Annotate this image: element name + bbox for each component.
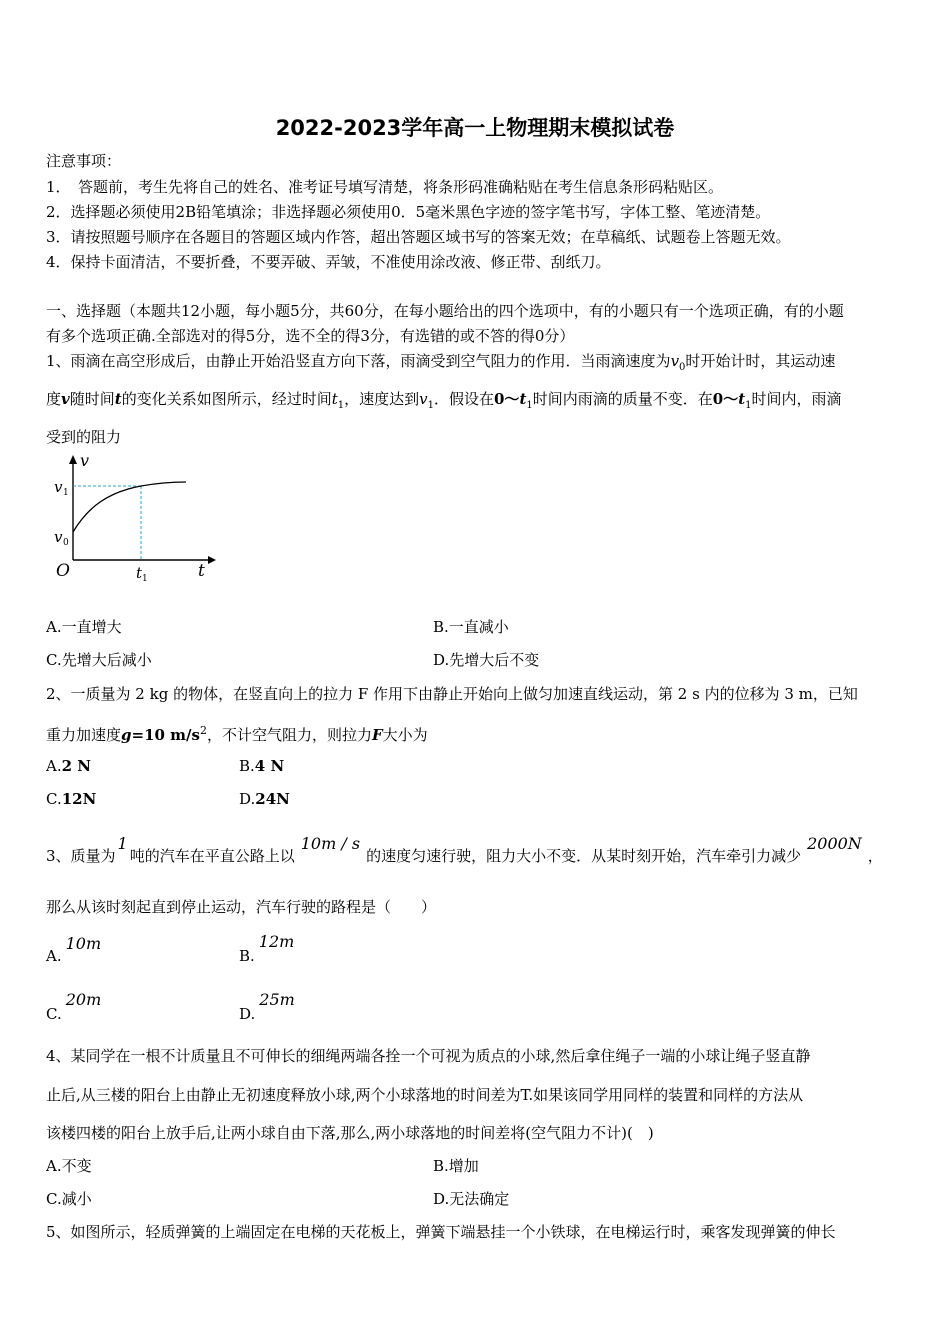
option-c[interactable]: C.减小 xyxy=(46,1190,92,1208)
option-b[interactable]: B.12m xyxy=(239,932,295,965)
v1-sub: 1 xyxy=(63,488,69,498)
question-3-text: 那么从该时刻起直到停止运动，汽车行驶的路程是（ ） xyxy=(46,898,437,916)
notice-item: 3．请按照题号顺序在各题目的答题区域内作答，超出答题区域书写的答案无效；在草稿纸、试题卷上答题无效。 xyxy=(46,228,791,246)
question-1-text: 受到的阻力 xyxy=(46,428,122,446)
option-c[interactable]: C.12N xyxy=(46,790,97,808)
section-heading: 一、选择题（本题共12小题，每小题5分，共60分，在每小题给出的四个选项中，有的小题只有一个选项正确，有的小题 xyxy=(46,302,844,320)
notice-item: 1． 答题前，考生先将自己的姓名、准考证号填写清楚，将条形码准确粘贴在考生信息条形码粘贴区。 xyxy=(46,178,724,196)
notice-item: 2．选择题必须使用2B铅笔填涂；非选择题必须使用0．5毫米黑色字迹的签字笔书写，字体工整、笔迹清楚。 xyxy=(46,203,771,221)
option-a[interactable]: A.10m xyxy=(46,934,102,965)
t-label: t xyxy=(198,561,205,581)
t1-sub: 1 xyxy=(142,574,148,582)
question-4-text: 4、某同学在一根不计质量且不可伸长的细绳两端各拴一个可视为质点的小球,然后拿住绳子一端的小球让绳子竖直静 xyxy=(46,1047,811,1065)
velocity-time-graph xyxy=(48,452,220,582)
question-4-text: 止后,从三楼的阳台上由静止无初速度释放小球,两个小球落地的时间差为T.如果该同学用同样的装置和同样的方法从 xyxy=(46,1086,804,1104)
question-2-text: 重力加速度g=10 $m/s^2$，不计空气阻力，则拉力F大小为 xyxy=(46,724,428,744)
option-d[interactable]: D.先增大后不变 xyxy=(433,651,540,669)
question-1-text: 1、雨滴在高空形成后，由静止开始沿竖直方向下落，雨滴受到空气阻力的作用．当雨滴速度为$v_0$时开始计时，其运动速 xyxy=(46,352,836,373)
question-1-text: 度v随时间t的变化关系如图所示，经过时间$t_1$，速度达到$v_1$．假设在$0\sim t_1$时间内雨滴的质量不变．在$0\sim t_1$时间内，雨滴 xyxy=(46,390,842,411)
option-a[interactable]: A.不变 xyxy=(46,1157,92,1175)
t-axis-arrow xyxy=(208,556,216,564)
option-a[interactable]: A.一直增大 xyxy=(46,618,122,636)
v1-label: v xyxy=(54,478,63,496)
section-heading-cont: 有多个选项正确.全部选对的得5分，选不全的得3分，有选错的或不答的得0分） xyxy=(46,327,575,345)
page-title: 2022-2023学年高一上物理期末模拟试卷 xyxy=(275,116,675,140)
question-2-text: 2、一质量为 2 kg 的物体，在竖直向上的拉力 F 作用下由静止开始向上做匀加速直线运动，第 2 s 内的位移为 3 m，已知 xyxy=(46,685,858,703)
option-b[interactable]: B.增加 xyxy=(433,1157,479,1175)
v0-label: v xyxy=(54,528,63,546)
option-d[interactable]: D.无法确定 xyxy=(433,1190,510,1208)
notice-item: 4．保持卡面清洁，不要折叠，不要弄破、弄皱，不准使用涂改液、修正带、刮纸刀。 xyxy=(46,253,611,271)
option-d[interactable]: D.24N xyxy=(239,790,290,808)
option-b[interactable]: B.一直减小 xyxy=(433,618,509,636)
v-axis-arrow xyxy=(69,455,77,464)
question-4-text: 该楼四楼的阳台上放手后,让两小球自由下落,那么,两小球落地的时间差将(空气阻力不计)( ) xyxy=(46,1124,654,1142)
question-3-text: 3、质量为1吨的汽车在平直公路上以10m / s的速度匀速行驶，阻力大小不变．从某时刻开始，汽车牵引力减少2000N， xyxy=(46,834,883,865)
notice-heading: 注意事项： xyxy=(46,152,122,170)
v-label: v xyxy=(80,452,90,470)
option-a[interactable]: A.2 N xyxy=(46,757,91,775)
origin-label: O xyxy=(56,561,70,581)
option-b[interactable]: B.4 N xyxy=(239,757,285,775)
v0-sub: 0 xyxy=(63,538,69,548)
question-5-text: 5、如图所示，轻质弹簧的上端固定在电梯的天花板上，弹簧下端悬挂一个小铁球，在电梯运行时，乘客发现弹簧的伸长 xyxy=(46,1223,836,1241)
velocity-curve xyxy=(73,482,186,532)
option-c[interactable]: C.先增大后减小 xyxy=(46,651,152,669)
option-c[interactable]: C.20m xyxy=(46,990,102,1023)
option-d[interactable]: D.25m xyxy=(239,990,295,1023)
t1-label: t xyxy=(136,564,143,582)
